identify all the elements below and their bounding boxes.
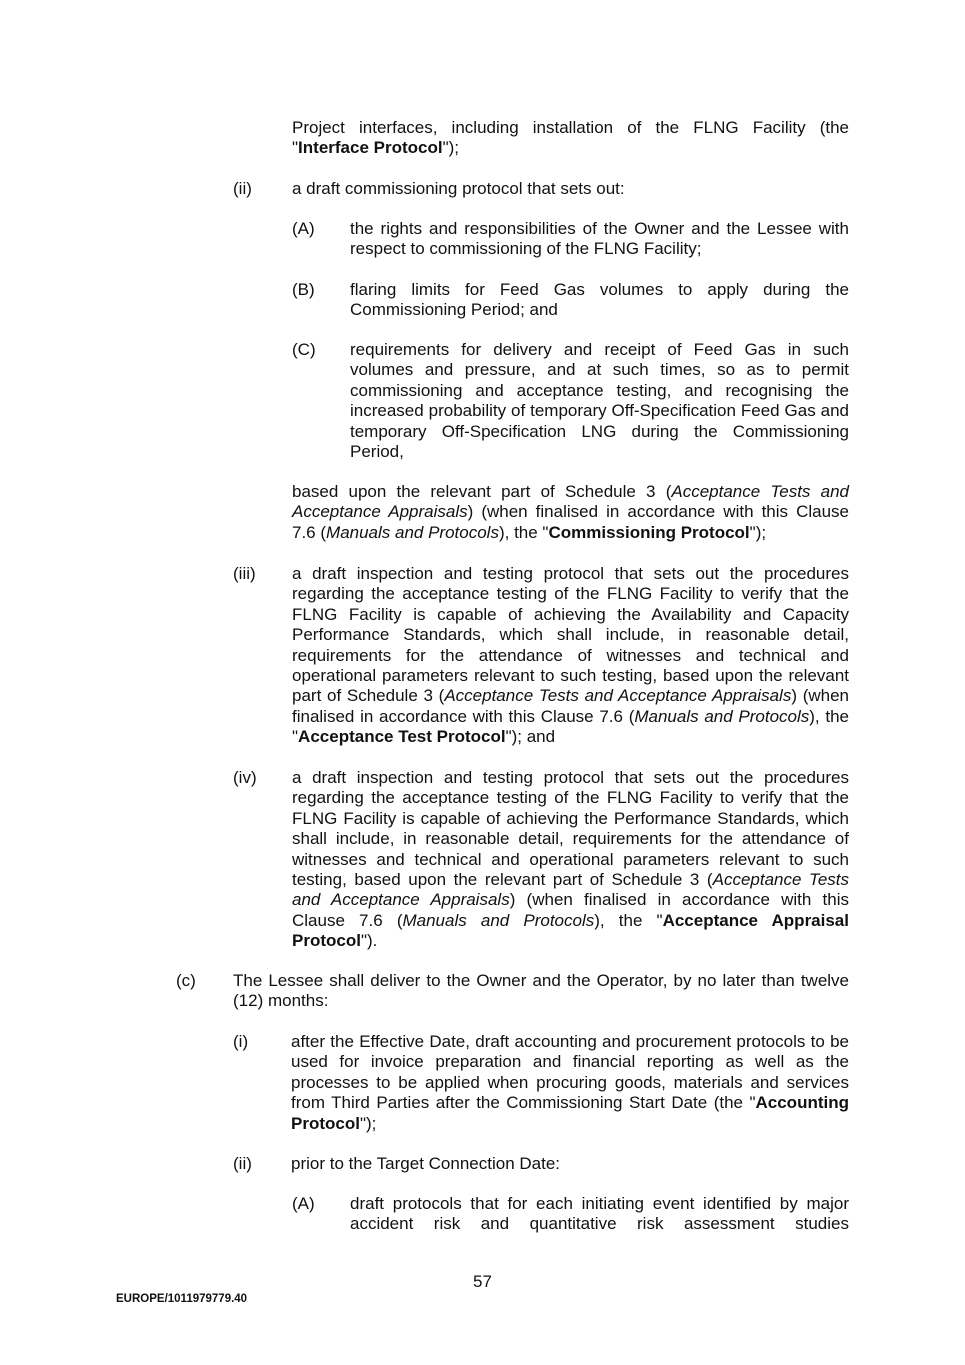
defined-term: Acceptance Appraisal Protocol: [292, 910, 849, 951]
subclause-text: flaring limits for Feed Gas volumes to apply during the Commissioning Period; and: [350, 280, 849, 320]
carry-over-paragraph: Project interfaces, including installation of the FLNG Facility (the "Interface Protocol");: [292, 118, 849, 158]
clause-text: The Lessee shall deliver to the Owner and the Operator, by no later than twelve (12) months:: [233, 971, 849, 1011]
defined-term: Commissioning Protocol: [548, 522, 750, 542]
clause-label: (iv): [233, 768, 257, 787]
subclause-text: the rights and responsibilities of the Owner and the Lessee with respect to commissioning of the FLNG Facility;: [350, 219, 849, 259]
defined-term: Accounting Protocol: [291, 1093, 849, 1133]
subclause-text: requirements for delivery and receipt of Feed Gas in such volumes and pressure, and at such times, so as to permit commissioning and acceptance testing, and recognising the increased probability of temporary Off-Specification Feed Gas and temporary Off-Specification LNG during the Commissioning Period,: [350, 340, 849, 462]
continuation-paragraph: based upon the relevant part of Schedule 3 (Acceptance Tests and Acceptance Appraisals) (when finalised in accordance with this Clause 7.6 (Manuals and Protocols), the "Commissioning Protocol");: [292, 482, 849, 542]
subclause-label: (C): [292, 340, 316, 359]
defined-term: Acceptance Test Protocol: [298, 727, 506, 747]
subclause-label: (ii): [233, 1154, 252, 1173]
clause-label: (iii): [233, 564, 256, 583]
page-number: 57: [473, 1272, 492, 1291]
subclause-text: draft protocols that for each initiating event identified by major accident risk and quantitative risk assessment studies: [350, 1194, 849, 1234]
subclause-text: after the Effective Date, draft accounting and procurement protocols to be used for invoice preparation and financial reporting as well as the processes to be applied when procuring goods, materials and services from Third Parties after the Commissioning Start Date (the "Accounting Protocol");: [291, 1032, 849, 1133]
subclause-label: (B): [292, 280, 315, 299]
defined-term: Interface Protocol: [298, 138, 443, 158]
clause-label: (c): [176, 971, 196, 990]
clause-label: (ii): [233, 179, 252, 198]
clause-text: a draft commissioning protocol that sets out:: [292, 179, 625, 198]
subclause-label: (i): [233, 1032, 249, 1051]
document-reference: EUROPE/1011979779.40: [116, 1293, 248, 1305]
clause-text: a draft inspection and testing protocol that sets out the procedures regarding the acceptance testing of the FLNG Facility to verify that the FLNG Facility is capable of achieving the Performance Standards, which shall include, in reasonable detail, requirements for the attendance of witnesses and technical and operational parameters relevant to such testing, based upon the relevant part of Schedule 3 (Acceptance Tests and Acceptance Appraisals) (when finalised in accordance with this Clause 7.6 (Manuals and Protocols), the "Acceptance Appraisal Protocol").: [292, 768, 850, 951]
subclause-label: (A): [292, 219, 315, 238]
subclause-label: (A): [292, 1194, 315, 1213]
clause-text: a draft inspection and testing protocol that sets out the procedures regarding the acceptance testing of the FLNG Facility to verify that the FLNG Facility is capable of achieving the Availability and Capacity Performance Standards, which shall include, in reasonable detail, requirements for the attendance of witnesses and technical and operational parameters relevant to such testing, based upon the relevant part of Schedule 3 (Acceptance Tests and Acceptance Appraisals) (when finalised in accordance with this Clause 7.6 (Manuals and Protocols), the "Acceptance Test Protocol"); and: [292, 564, 850, 747]
subclause-text: prior to the Target Connection Date:: [291, 1154, 561, 1173]
